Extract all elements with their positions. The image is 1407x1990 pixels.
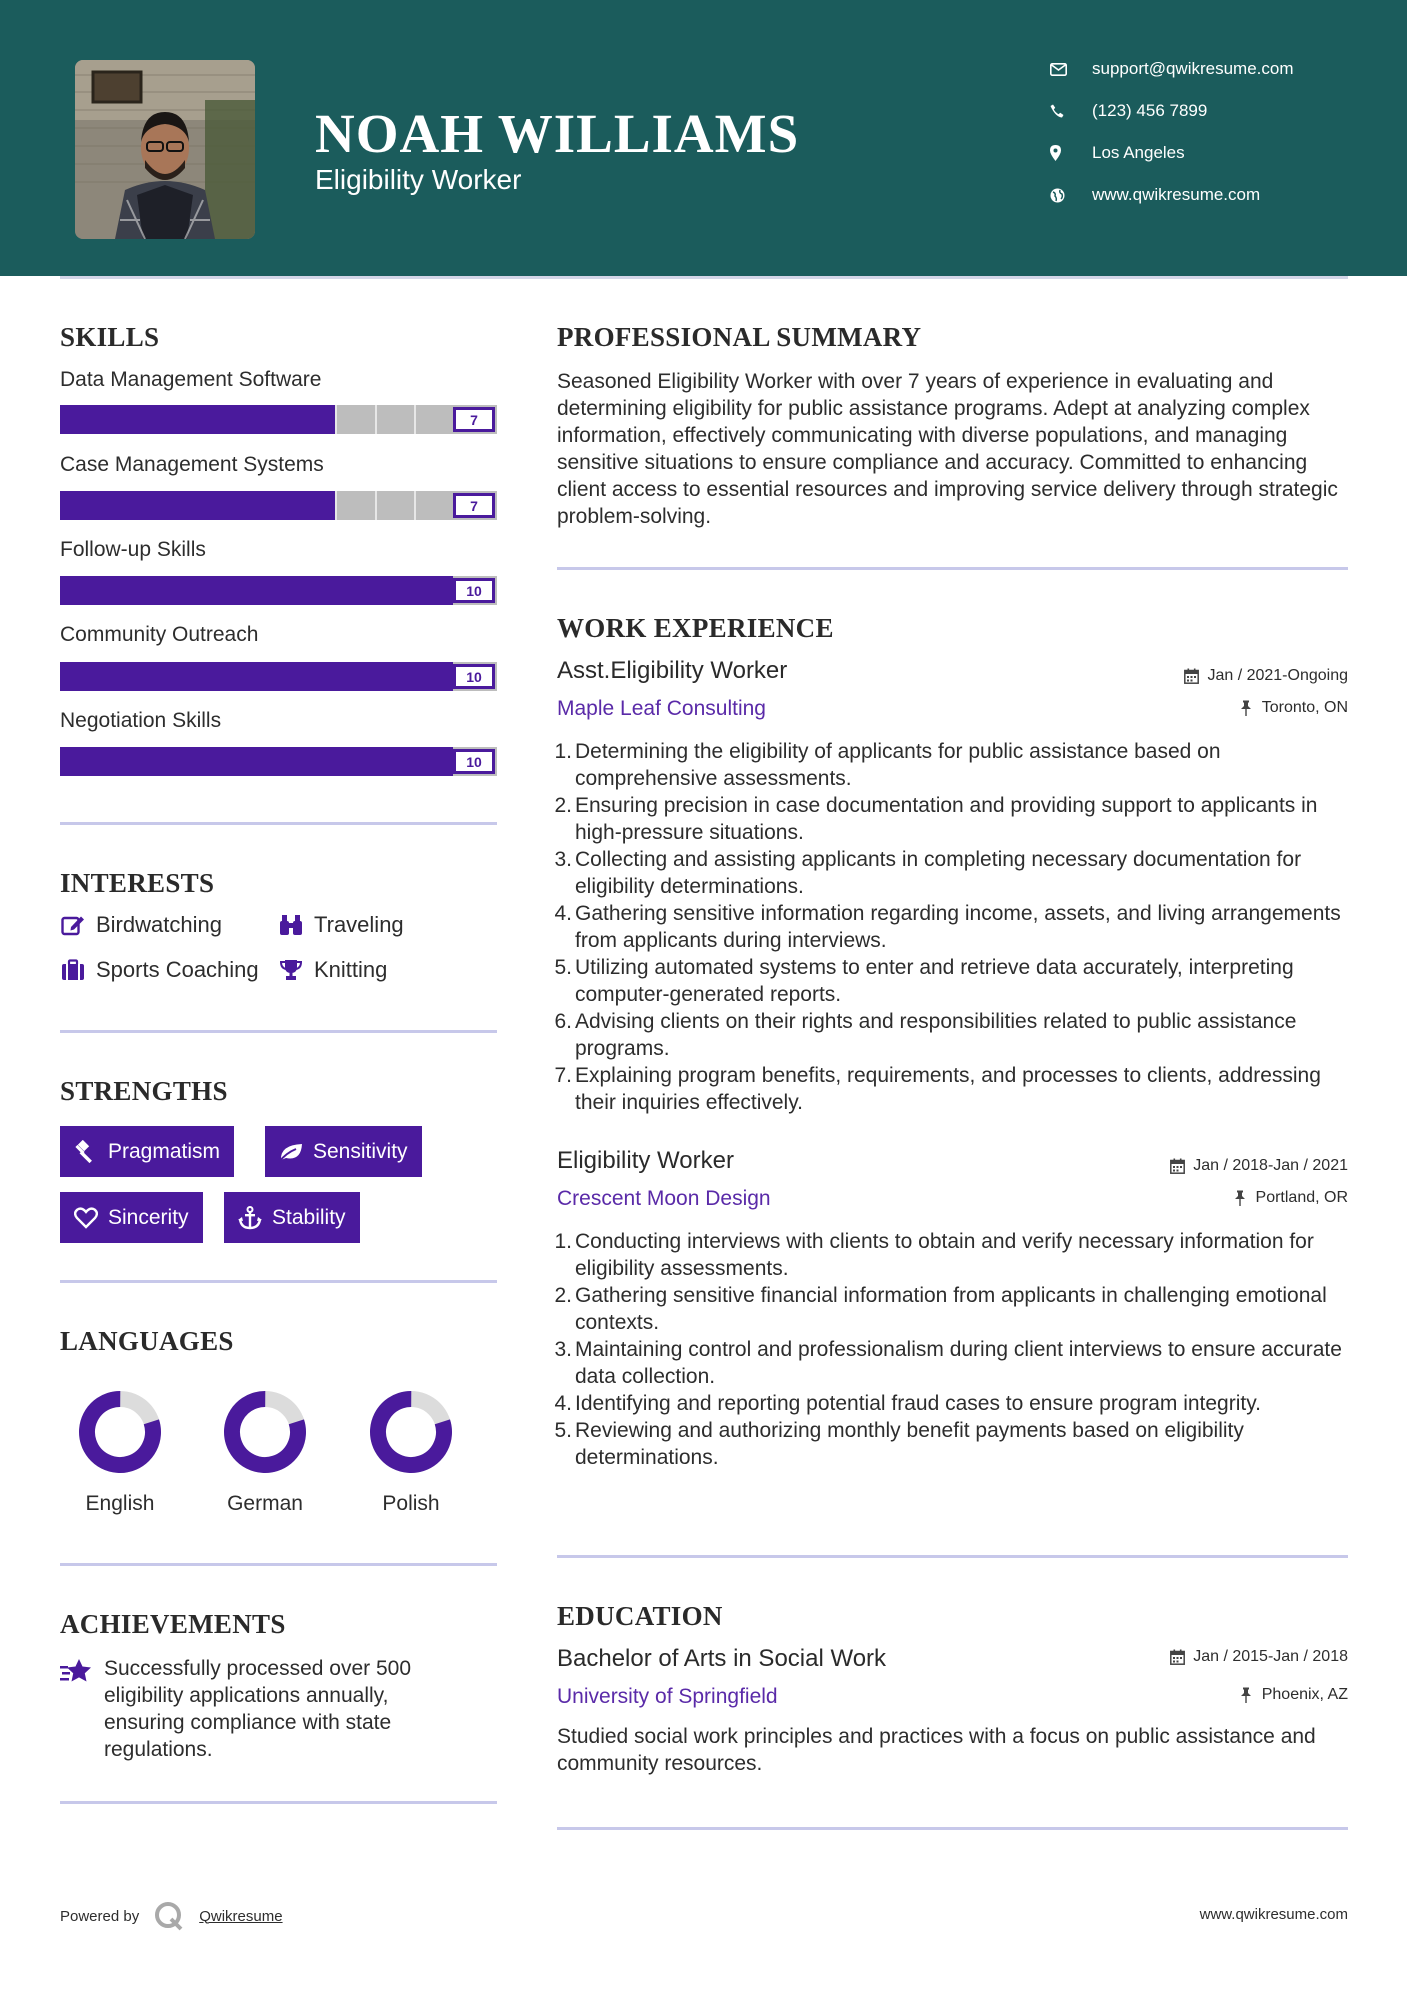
phone-icon	[1050, 104, 1080, 118]
qwikresume-logo-icon	[153, 1900, 185, 1932]
skill-level-value: 7	[453, 493, 495, 518]
contact-phone[interactable]	[1050, 96, 1370, 126]
powered-by-label: Powered by	[60, 1907, 140, 1925]
pushpin-icon	[1237, 699, 1255, 717]
strength-label: Sincerity	[108, 1205, 189, 1229]
duty-number: 1.	[554, 740, 572, 763]
duty-number: 1.	[554, 1230, 572, 1253]
skill-level-value: 7	[453, 407, 495, 432]
section-divider	[60, 1801, 497, 1804]
job-duty-item	[554, 1336, 1357, 1390]
job-duty-item	[554, 846, 1357, 900]
skill-bar	[60, 491, 497, 520]
job-duty-item	[554, 1062, 1357, 1116]
language-name: English	[85, 1492, 155, 1515]
contact-website-text: www.qwikresume.com	[1092, 185, 1261, 204]
duty-text: Explaining program benefits, requirements, and processes to clients, addressing their inquiries effectively.	[575, 1064, 1321, 1114]
duty-text: Reviewing and authorizing monthly benefit payments based on eligibility determinations.	[575, 1419, 1244, 1469]
language-name: Polish	[382, 1492, 440, 1515]
skill-level-fill	[60, 576, 453, 605]
heart-icon	[72, 1204, 100, 1232]
education-title: EDUCATION	[557, 1601, 723, 1631]
duty-number: 2.	[554, 1284, 572, 1307]
contact-website[interactable]	[1050, 180, 1370, 210]
education-dates	[1168, 1648, 1348, 1666]
pushpin-icon	[1237, 1686, 1255, 1704]
section-divider	[60, 1030, 497, 1033]
job-company: Crescent Moon Design	[557, 1187, 771, 1210]
calendar-icon	[1168, 1157, 1186, 1175]
skill-level-value: 10	[453, 664, 495, 689]
skill-level-fill	[60, 747, 453, 776]
achievements-title: ACHIEVEMENTS	[60, 1609, 286, 1639]
interest-label: Traveling	[314, 912, 404, 937]
leaf-icon	[277, 1138, 305, 1166]
skill-segment-divider	[375, 491, 377, 520]
map-marker-icon	[1050, 145, 1080, 161]
skill-segment-divider	[414, 405, 416, 434]
duty-number: 6.	[554, 1010, 572, 1033]
skill-level-fill	[60, 405, 335, 434]
strength-badge	[224, 1192, 360, 1243]
skill-name: Community Outreach	[60, 623, 259, 646]
job-dates-text: Jan / 2018-Jan / 2021	[1193, 1157, 1348, 1174]
duty-number: 4.	[554, 902, 572, 925]
duty-number: 5.	[554, 956, 572, 979]
interest-label: Sports Coaching	[96, 957, 259, 982]
job-dates	[1168, 1157, 1348, 1175]
duty-text: Conducting interviews with clients to obtain and verify necessary information for eligibility assessments.	[575, 1230, 1314, 1280]
skill-name: Negotiation Skills	[60, 709, 222, 732]
education-location	[1237, 1686, 1348, 1704]
strengths-title: STRENGTHS	[60, 1076, 228, 1106]
duty-text: Gathering sensitive financial information from applicants in challenging emotional contexts.	[575, 1284, 1327, 1334]
resume-header	[0, 0, 1407, 276]
strength-badge	[60, 1192, 203, 1243]
skill-segment-divider	[375, 405, 377, 434]
interest-item	[60, 912, 222, 938]
envelope-icon	[1050, 63, 1080, 76]
skill-segment-divider	[335, 491, 337, 520]
contact-email[interactable]	[1050, 54, 1370, 84]
achievement-text: Successfully processed over 500 eligibility applications annually, ensuring compliance with state regulations.	[104, 1657, 411, 1761]
summary-text: Seasoned Eligibility Worker with over 7 years of experience in evaluating and determining eligibility for public assistance programs. Adept at analyzing complex information, effectively communicating with diverse populations, and managing sensitive situations to ensure compliance and accuracy. Committed to enhancing client access to essential resources and improving service delivery through strategic problem-solving.	[557, 370, 1338, 528]
job-company: Maple Leaf Consulting	[557, 697, 766, 720]
skill-level-value: 10	[453, 749, 495, 774]
strength-label: Stability	[272, 1205, 346, 1229]
interest-label: Birdwatching	[96, 912, 222, 937]
qwikresume-link[interactable]: Qwikresume	[199, 1907, 283, 1925]
job-location	[1231, 1189, 1348, 1207]
job-location	[1237, 699, 1348, 717]
strength-label: Pragmatism	[108, 1139, 221, 1163]
anchor-icon	[236, 1204, 264, 1232]
education-location-text: Phoenix, AZ	[1261, 1686, 1348, 1703]
contact-location	[1050, 138, 1370, 168]
skill-name: Data Management Software	[60, 368, 322, 391]
job-dates	[1182, 667, 1348, 685]
duty-text: Collecting and assisting applicants in completing necessary documentation for eligibility determinations.	[575, 848, 1302, 898]
binoculars-icon	[278, 912, 304, 938]
education-school: University of Springfield	[557, 1685, 778, 1708]
skill-name: Follow-up Skills	[60, 538, 206, 561]
calendar-icon	[1168, 1648, 1186, 1666]
skills-title: SKILLS	[60, 322, 160, 352]
section-divider	[557, 567, 1348, 570]
job-duty-item	[554, 1417, 1357, 1471]
duty-text: Identifying and reporting potential fraud cases to ensure program integrity.	[575, 1392, 1262, 1415]
job-location-text: Portland, OR	[1255, 1189, 1348, 1206]
skill-level-value: 10	[453, 578, 495, 603]
section-divider	[60, 1280, 497, 1283]
job-duty-item	[554, 738, 1357, 792]
section-divider	[557, 1555, 1348, 1558]
calendar-icon	[1182, 667, 1200, 685]
job-duty-item	[554, 1008, 1357, 1062]
duty-text: Determining the eligibility of applicants for public assistance based on comprehensive assessments.	[575, 740, 1221, 790]
pushpin-icon	[1231, 1189, 1249, 1207]
job-duty-item	[554, 1228, 1357, 1282]
section-divider	[557, 1827, 1348, 1830]
duty-number: 4.	[554, 1392, 572, 1415]
duty-number: 3.	[554, 1338, 572, 1361]
duty-number: 3.	[554, 848, 572, 871]
language-level-arc	[369, 1390, 452, 1473]
languages-title: LANGUAGES	[60, 1326, 234, 1356]
interests-title: INTERESTS	[60, 868, 215, 898]
language-chart	[75, 1387, 165, 1477]
candidate-title: Eligibility Worker	[315, 164, 522, 195]
job-role: Eligibility Worker	[557, 1147, 734, 1174]
job-duty-item	[554, 1282, 1357, 1336]
language-level-arc	[223, 1390, 306, 1473]
duty-number: 2.	[554, 794, 572, 817]
interest-label: Knitting	[314, 957, 388, 982]
skill-bar	[60, 576, 497, 605]
job-role: Asst.Eligibility Worker	[557, 657, 788, 684]
contact-phone-text: (123) 456 7899	[1092, 101, 1208, 120]
duty-text: Gathering sensitive information regarding income, assets, and living arrangements from applicants during interviews.	[575, 902, 1341, 952]
section-divider	[60, 1563, 497, 1566]
job-duties	[554, 738, 1357, 1116]
skill-segment-divider	[335, 405, 337, 434]
skill-name: Case Management Systems	[60, 453, 324, 476]
trophy-icon	[278, 957, 304, 983]
skill-bar	[60, 662, 497, 691]
section-divider	[60, 822, 497, 825]
language-name: German	[227, 1492, 303, 1515]
job-duty-item	[554, 1390, 1357, 1417]
job-duty-item	[554, 954, 1357, 1008]
education-description: Studied social work principles and practices with a focus on public assistance and community resources.	[557, 1725, 1316, 1775]
duty-number: 7.	[554, 1064, 572, 1087]
star-icon	[60, 1658, 92, 1689]
skill-segment-divider	[414, 491, 416, 520]
language-level-arc	[78, 1390, 161, 1473]
language-chart	[220, 1387, 310, 1477]
header-divider	[60, 276, 1348, 279]
skill-bar	[60, 405, 497, 434]
duty-text: Ensuring precision in case documentation and providing support to applicants in high-pressure situations.	[575, 794, 1318, 844]
interest-item	[278, 912, 404, 938]
strength-badge	[265, 1126, 422, 1177]
skill-level-fill	[60, 662, 453, 691]
briefcase-icon	[60, 957, 86, 983]
strength-label: Sensitivity	[313, 1139, 408, 1163]
footer-website[interactable]: www.qwikresume.com	[1199, 1906, 1348, 1923]
job-location-text: Toronto, ON	[1261, 699, 1348, 716]
language-chart	[366, 1387, 456, 1477]
skill-bar	[60, 747, 497, 776]
strength-badge	[60, 1126, 234, 1177]
edit-icon	[60, 912, 86, 938]
duty-text: Utilizing automated systems to enter and retrieve data accurately, interpreting computer-generated reports.	[575, 956, 1294, 1006]
duty-text: Advising clients on their rights and responsibilities related to public assistance programs.	[575, 1010, 1297, 1060]
education-dates-text: Jan / 2015-Jan / 2018	[1193, 1648, 1348, 1665]
interest-item	[60, 957, 259, 983]
gavel-icon	[72, 1138, 100, 1166]
summary-title: PROFESSIONAL SUMMARY	[557, 322, 922, 352]
duty-text: Maintaining control and professionalism during client interviews to ensure accurate data collection.	[575, 1338, 1342, 1388]
profile-photo	[75, 60, 255, 239]
duty-number: 5.	[554, 1419, 572, 1442]
contact-email-text: support@qwikresume.com	[1092, 59, 1294, 78]
interest-item	[278, 957, 387, 983]
experience-title: WORK EXPERIENCE	[557, 613, 834, 643]
job-duty-item	[554, 792, 1357, 846]
footer-powered-by	[60, 1900, 283, 1932]
skill-level-fill	[60, 491, 335, 520]
job-duties	[554, 1228, 1357, 1471]
job-duty-item	[554, 900, 1357, 954]
globe-icon	[1050, 188, 1080, 203]
candidate-name: NOAH WILLIAMS	[315, 103, 800, 164]
job-dates-text: Jan / 2021-Ongoing	[1207, 667, 1348, 684]
contact-location-text: Los Angeles	[1092, 143, 1185, 162]
education-degree: Bachelor of Arts in Social Work	[557, 1645, 887, 1672]
